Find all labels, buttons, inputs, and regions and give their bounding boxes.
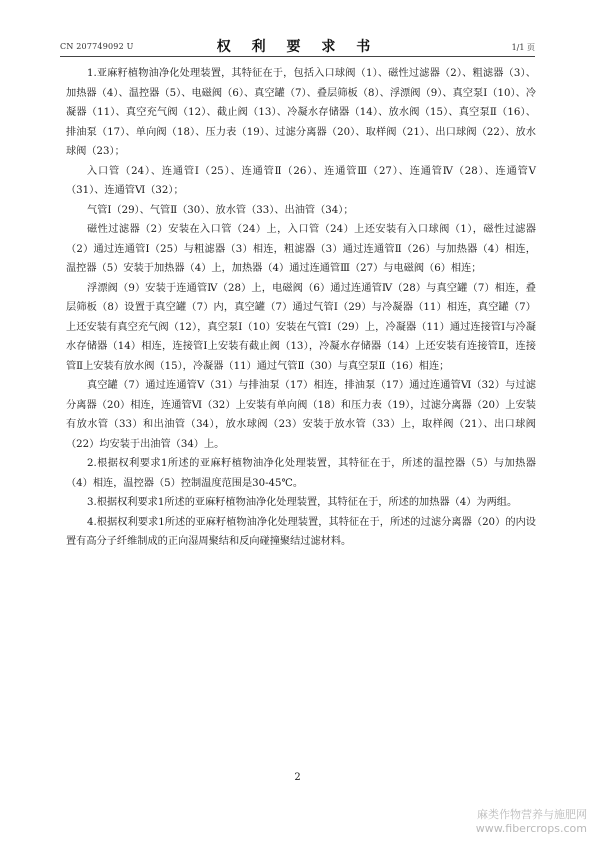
header-divider: [60, 56, 535, 57]
claims-body: [66, 64, 536, 552]
page-info: 1/1 页: [511, 43, 535, 52]
claim-3: 3.根据权利要求1所述的亚麻籽植物油净化处理装置，其特征在于，所述的加热器（4）为两组。: [87, 497, 518, 508]
claim-2: 2.根据权利要求1所述的亚麻籽植物油净化处理装置，其特征在于，所述的温控器（5）与加热器（4）相连，温控器（5）控制温度范围是30-45℃。: [66, 458, 536, 489]
claim-1-output-connection: 真空罐（7）通过连通管Ⅴ（31）与排油泵（17）相连，排油泵（17）通过连通管Ⅵ（32）与过滤分离器（20）相连，连通管Ⅵ（32）上安装有单向阀（18）和压力表（19），过滤分离器（20）上安装有放水管（33）和出油管（34），放水球阀（23）安装于放水管（33）上，取样阀（21）、出口球阀（22）均安装于出油管（34）上。: [66, 380, 536, 450]
page-number: 2: [294, 772, 301, 783]
site-watermark: [476, 808, 587, 836]
claim-1-tubes: 气管Ⅰ（29）、气管Ⅱ（30）、放水管（33）、出油管（34）；: [87, 204, 354, 216]
claim-1-pipes: 入口管（24）、连通管Ⅰ（25）、连通管Ⅱ（26）、连通管Ⅲ（27）、连通管Ⅳ（28）、连通管Ⅴ（31）、连通管Ⅵ（32）；: [66, 165, 536, 196]
claim-1-filter-connection: 磁性过滤器（2）安装在入口管（24）上，入口管（24）上还安装有入口球阀（1），磁性过滤器（2）通过连通管Ⅰ（25）与粗滤器（3）相连，粗滤器（3）通过连通管Ⅱ（26）与加热器（4）相连，温控器（5）安装于加热器（4）上，加热器（4）通过连通管Ⅲ（27）与电磁阀（6）相连；: [66, 224, 536, 274]
claim-1-intro: 1.亚麻籽植物油净化处理装置，其特征在于，包括入口球阀（1）、磁性过滤器（2）、粗滤器（3）、加热器（4）、温控器（5）、电磁阀（6）、真空罐（7）、叠层筛板（8）、浮漂阀（9）、真空泵Ⅰ（10）、冷凝器（11）、真空充气阀（12）、截止阀（13）、冷凝水存储器（14）、放水阀（15）、真空泵Ⅱ（16）、排油泵（17）、单向阀（18）、压力表（19）、过滤分离器（20）、取样阀（21）、出口球阀（22）、放水球阀（23）；: [66, 68, 536, 157]
watermark-site-name: 麻类作物营养与施肥网: [477, 808, 587, 821]
watermark-url: www.fibercrops.com: [475, 822, 587, 835]
claim-1-vacuum-connection: 浮漂阀（9）安装于连通管Ⅳ（28）上，电磁阀（6）通过连通管Ⅳ（28）与真空罐（7）相连，叠层筛板（8）设置于真空罐（7）内，真空罐（7）通过气管Ⅰ（29）与冷凝器（11）相连，真空罐（7）上还安装有真空充气阀（12），真空泵Ⅰ（10）安装在气管Ⅰ（29）上，冷凝器（11）通过连接管Ⅰ与冷凝水存储器（14）相连，连接管Ⅰ上安装有截止阀（13），冷凝水存储器（14）上还安装有连接管Ⅱ，连接管Ⅱ上安装有放水阀（15），冷凝器（11）通过气管Ⅱ（30）与真空泵Ⅱ（16）相连；: [66, 282, 536, 372]
document-title: 权 利 要 求 书: [216, 39, 379, 55]
claim-4: 4.根据权利要求1所述的亚麻籽植物油净化处理装置，其特征在于，所述的过滤分离器（20）的内设置有高分子纤维制成的正向湿周聚结和反向碰撞聚结过滤材料。: [66, 516, 536, 547]
document-header: [60, 30, 535, 56]
patent-number: CN 207749092 U: [60, 42, 134, 51]
